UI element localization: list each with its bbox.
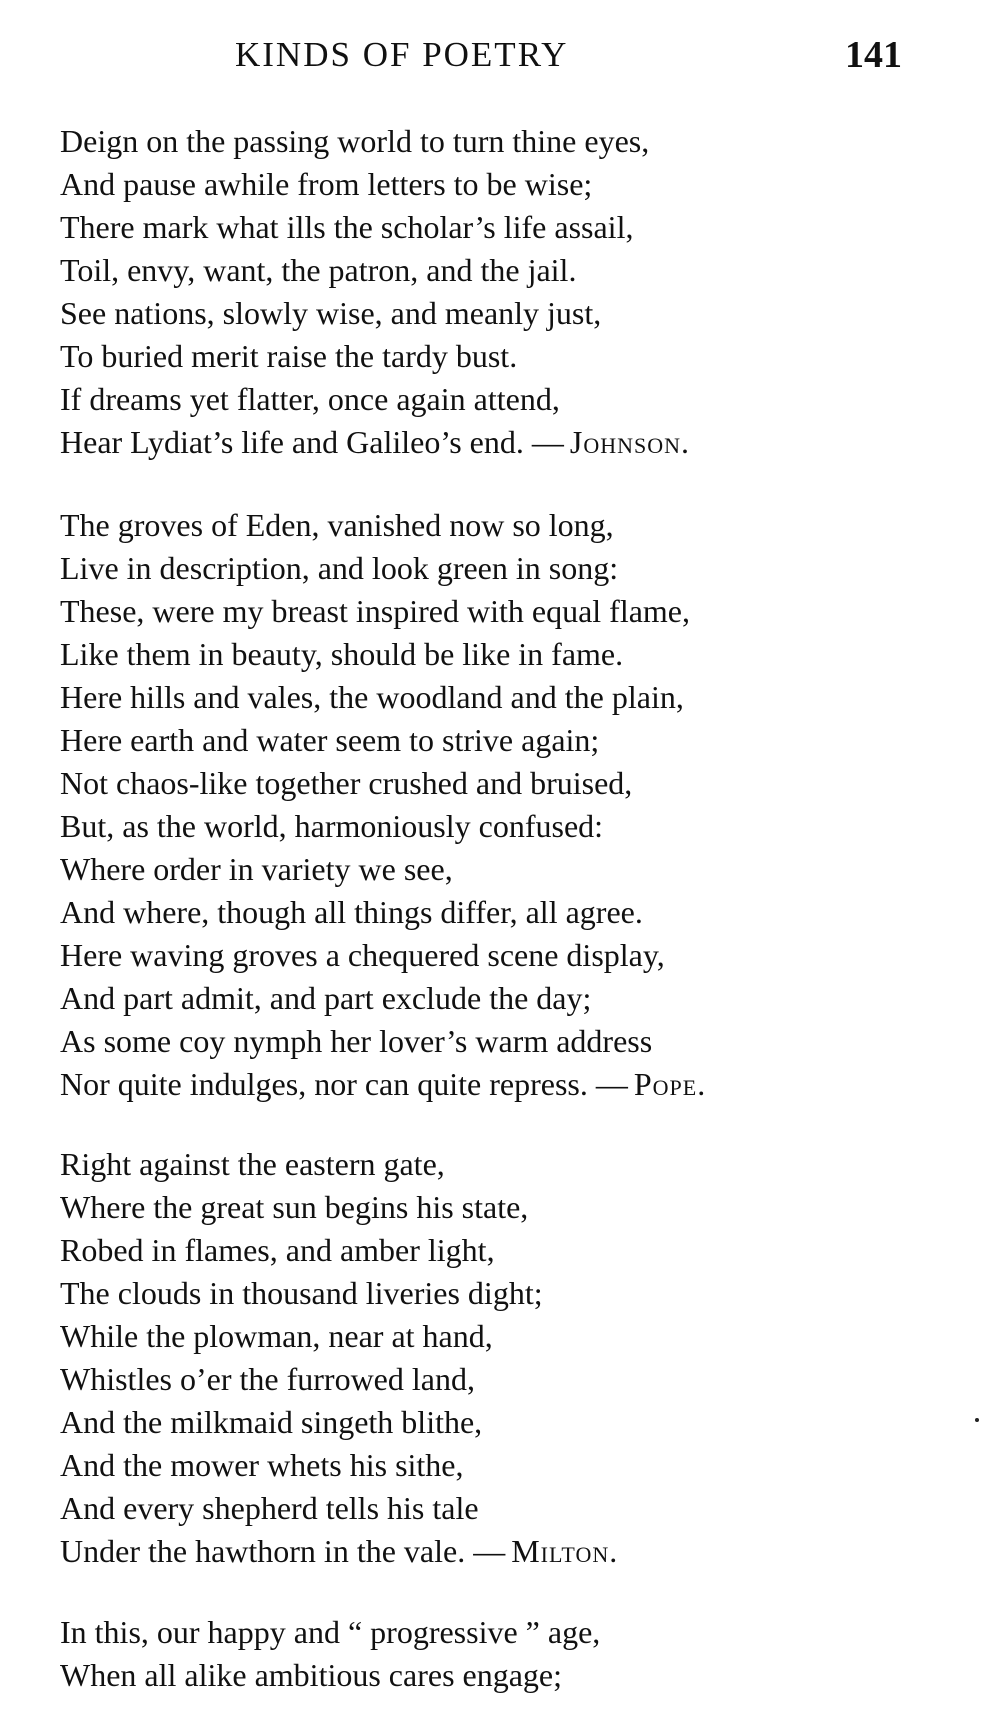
poem-line-with-attribution xyxy=(60,1530,960,1573)
attribution-milton: Milton. xyxy=(511,1533,619,1569)
poem-line: And part admit, and part exclude the day; xyxy=(60,980,592,1016)
poem-line: And the mower whets his sithe, xyxy=(60,1447,464,1483)
poem-line: And the milkmaid singeth blithe, xyxy=(60,1404,483,1440)
poem-line: Here earth and water seem to strive again; xyxy=(60,722,600,758)
poem-line-with-attribution xyxy=(60,1063,960,1106)
poem-line: But, as the world, harmoniously confused: xyxy=(60,808,604,844)
poem-line: While the plowman, near at hand, xyxy=(60,1318,493,1354)
poem-line: To buried merit raise the tardy bust. xyxy=(60,338,518,374)
poem-line: Where order in variety we see, xyxy=(60,851,453,887)
poem-line: Here waving groves a chequered scene display, xyxy=(60,937,665,973)
poem-line: See nations, slowly wise, and meanly just, xyxy=(60,295,602,331)
poem-line: Whistles o’er the furrowed land, xyxy=(60,1361,475,1397)
poem-line-text: Nor quite indulges, nor can quite repress. — xyxy=(60,1066,628,1102)
poem-line: If dreams yet flatter, once again attend, xyxy=(60,381,560,417)
page-number: 141 xyxy=(845,34,902,76)
running-title: KINDS OF POETRY xyxy=(235,35,569,74)
poem-line-with-attribution xyxy=(60,421,960,464)
poem-line: The groves of Eden, vanished now so long, xyxy=(60,507,614,543)
poem-line: Here hills and vales, the woodland and the plain, xyxy=(60,679,684,715)
stanza-milton xyxy=(60,1143,960,1573)
stanza-johnson xyxy=(60,120,960,464)
poem-line: And pause awhile from letters to be wise; xyxy=(60,166,593,202)
poem-line: As some coy nymph her lover’s warm address xyxy=(60,1023,653,1059)
poem-line: In this, our happy and “ progressive ” age, xyxy=(60,1614,601,1650)
poem-line: Not chaos-like together crushed and bruised, xyxy=(60,765,633,801)
attribution-pope: Pope. xyxy=(633,1066,707,1102)
poem-line: There mark what ills the scholar’s life assail, xyxy=(60,209,634,245)
poem-line: These, were my breast inspired with equal flame, xyxy=(60,593,690,629)
poem-line: The clouds in thousand liveries dight; xyxy=(60,1275,543,1311)
poem-line: Robed in flames, and amber light, xyxy=(60,1232,495,1268)
poem-line: Right against the eastern gate, xyxy=(60,1146,445,1182)
poem-line: Live in description, and look green in song: xyxy=(60,550,619,586)
poem-line: And every shepherd tells his tale xyxy=(60,1490,479,1526)
poem-line: When all alike ambitious cares engage; xyxy=(60,1657,563,1693)
poem-line-text: Hear Lydiat’s life and Galileo’s end. — xyxy=(60,424,564,460)
print-speck xyxy=(975,1418,979,1422)
poem-line: Like them in beauty, should be like in fame. xyxy=(60,636,624,672)
running-head xyxy=(0,30,1000,80)
poem-line-text: Under the hawthorn in the vale. — xyxy=(60,1533,506,1569)
attribution-johnson: Johnson. xyxy=(569,424,690,460)
stanza-pope xyxy=(60,504,960,1106)
stanza-continued xyxy=(60,1611,960,1697)
poem-line: Where the great sun begins his state, xyxy=(60,1189,529,1225)
poem-line: Deign on the passing world to turn thine eyes, xyxy=(60,123,650,159)
poem-line: And where, though all things differ, all agree. xyxy=(60,894,643,930)
poem-line: Toil, envy, want, the patron, and the jail. xyxy=(60,252,577,288)
